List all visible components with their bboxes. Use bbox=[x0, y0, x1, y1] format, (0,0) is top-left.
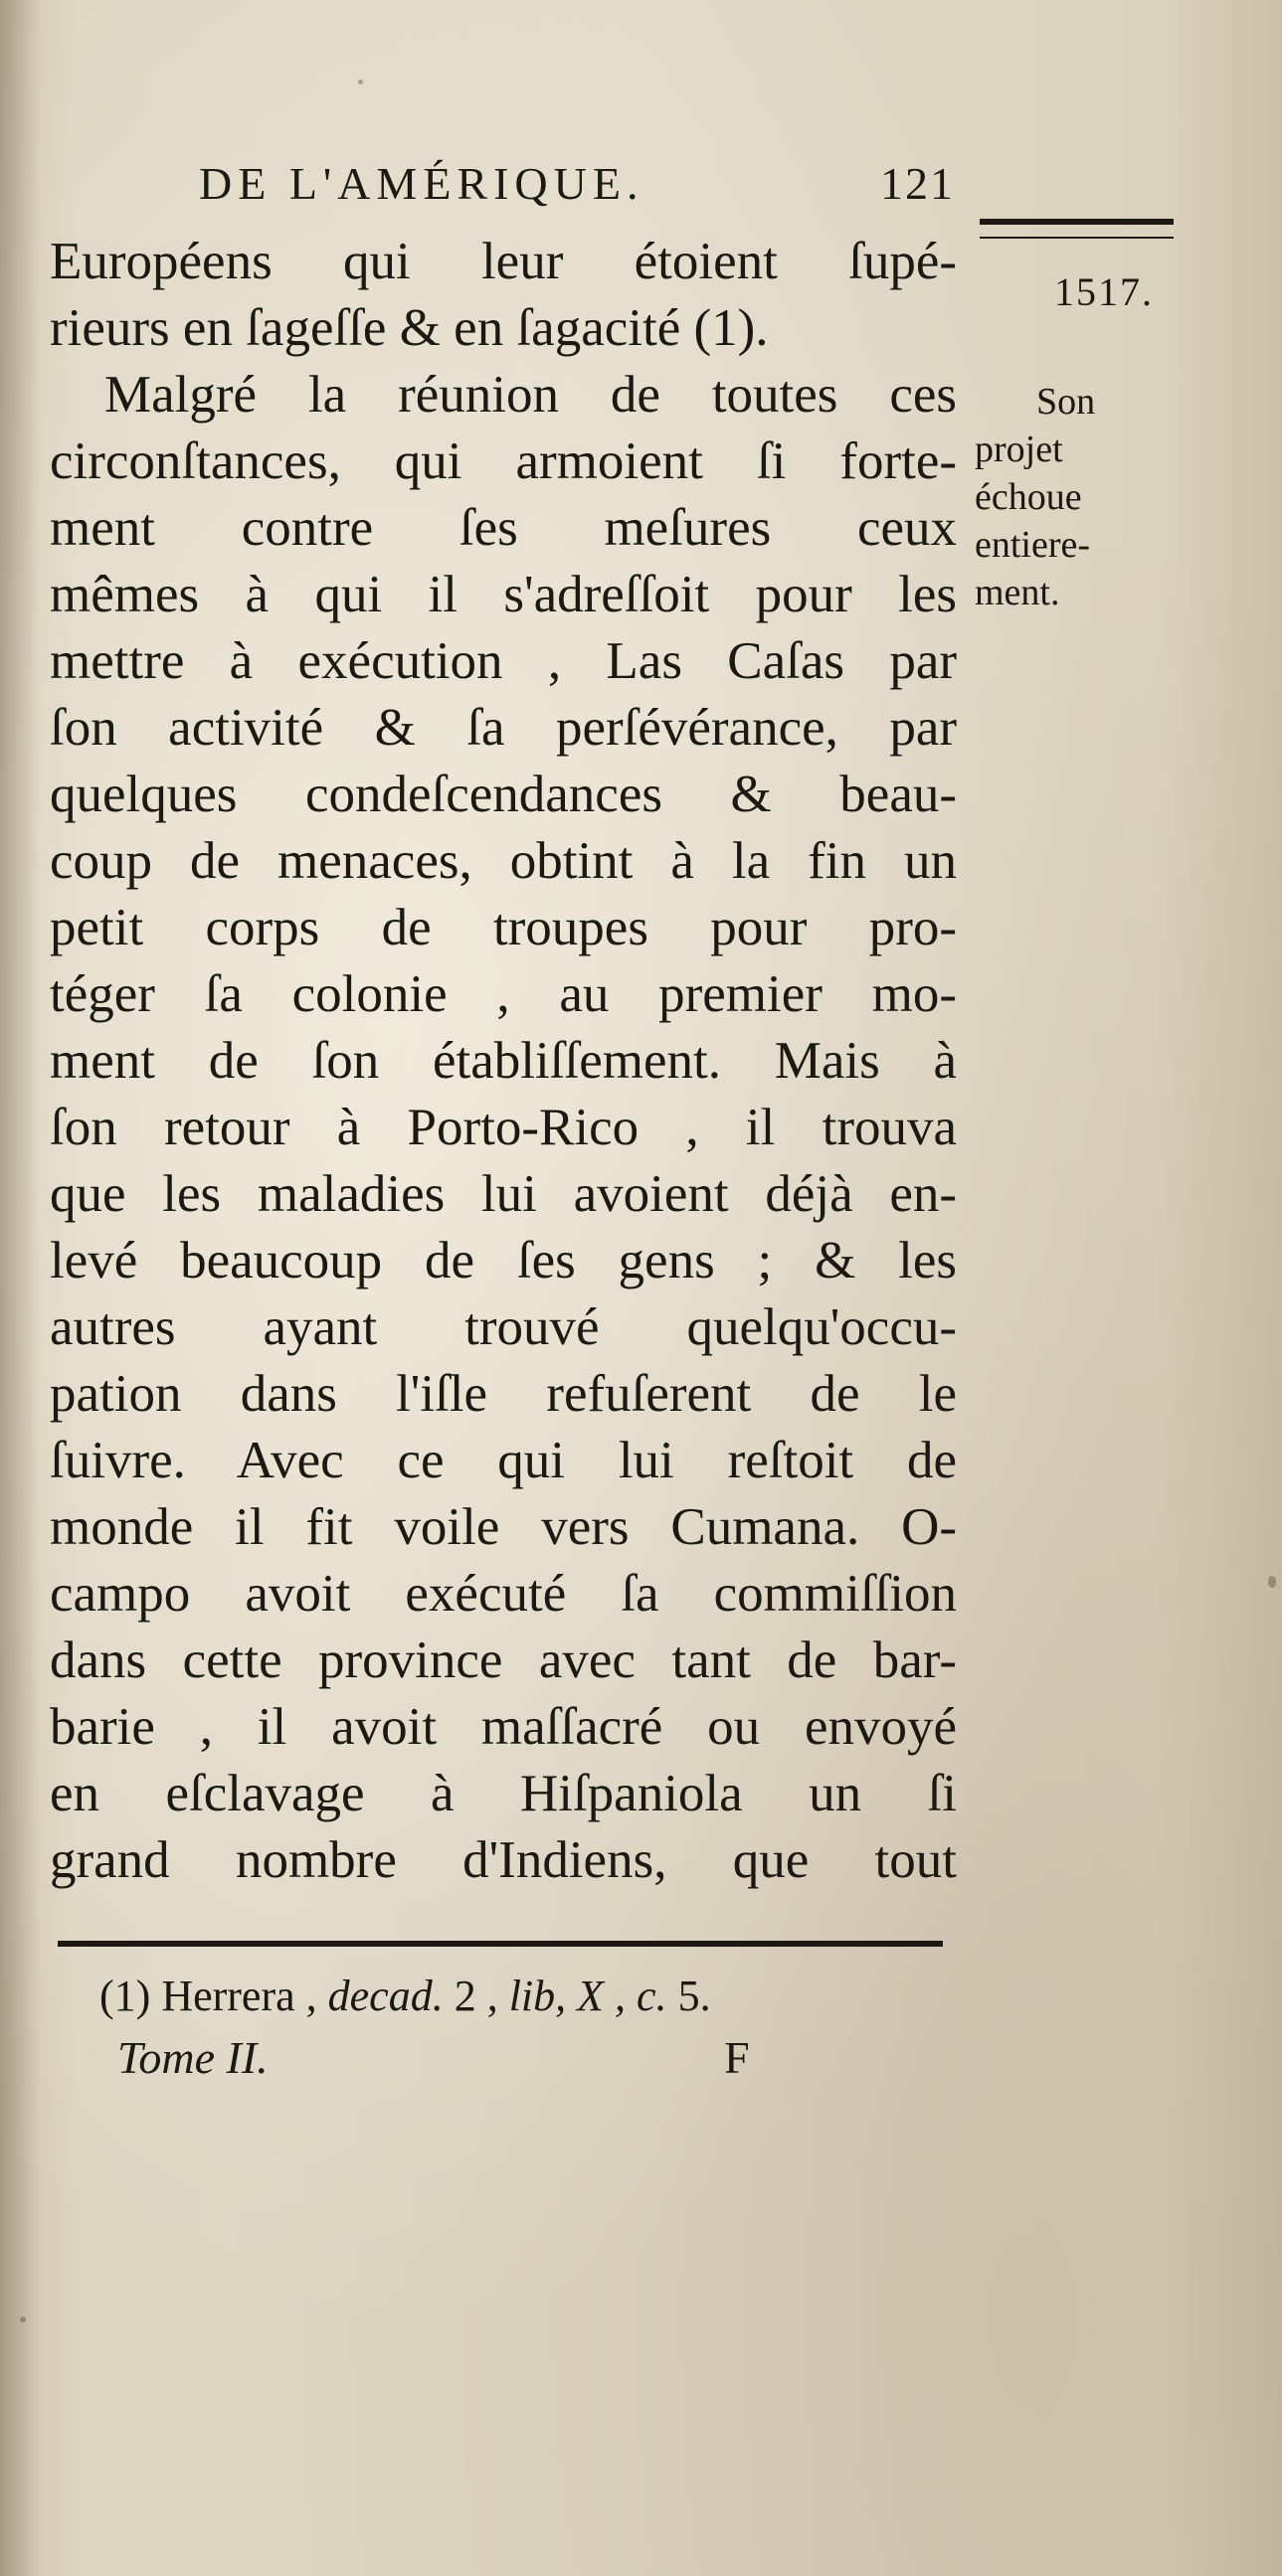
text-line: grand nombre d'Indiens, que tout bbox=[50, 1831, 957, 1889]
text-line: rieurs en ſageſſe & en ſagacité (1). bbox=[50, 299, 769, 357]
footnote bbox=[99, 1969, 955, 2024]
text-line: autres ayant trouvé quelqu'occu- bbox=[50, 1298, 957, 1356]
text-line: ment contre ſes meſures ceux bbox=[50, 499, 957, 557]
running-head bbox=[199, 149, 955, 219]
footnote-ref: lib, X , c. bbox=[508, 1972, 667, 2020]
page-number: 121 bbox=[880, 158, 955, 209]
text-line: ment de ſon établiſſement. Mais à bbox=[50, 1032, 957, 1090]
text-line: campo avoit exécuté ſa commiſſion bbox=[50, 1565, 957, 1623]
paper-speck bbox=[358, 80, 363, 85]
margin-note-line: Son bbox=[1036, 381, 1096, 423]
text-line: en eſclavage à Hiſpaniola un ſi bbox=[50, 1765, 957, 1822]
text-line: pation dans l'iſle refuſerent de le bbox=[50, 1365, 957, 1423]
margin-year: 1517. bbox=[1054, 269, 1154, 314]
text-line: dans cette province avec tant de bar- bbox=[50, 1631, 957, 1689]
text-line: mettre à exécution , Las Caſas par bbox=[50, 632, 957, 690]
text-line: barie , il avoit maſſacré ou envoyé bbox=[50, 1698, 957, 1756]
footnote-marker: (1) bbox=[99, 1972, 151, 2020]
text-line: mêmes à qui il s'adreſſoit pour les bbox=[50, 566, 957, 623]
text-line: coup de menaces, obtint à la fin un bbox=[50, 832, 957, 890]
margin-note-line: échoue bbox=[975, 476, 1082, 518]
text-line: levé beaucoup de ſes gens ; & les bbox=[50, 1232, 957, 1289]
footnote-ref: decad. bbox=[327, 1972, 444, 2020]
footnote-author: Herrera , bbox=[161, 1972, 317, 2020]
text-line: ſon activité & ſa perſévérance, par bbox=[50, 699, 957, 757]
body-text bbox=[50, 229, 957, 1894]
margin-note bbox=[975, 378, 1174, 616]
margin-rule-thin bbox=[980, 237, 1174, 239]
margin-note-line: ment. bbox=[975, 572, 1060, 613]
running-head-title: DE L'AMÉRIQUE. bbox=[199, 158, 644, 209]
text-line: quelques condeſcendances & beau- bbox=[50, 766, 957, 823]
text-line: circonſtances, qui armoient ſi forte- bbox=[50, 432, 957, 490]
text-line: Européens qui leur étoient ſupé- bbox=[50, 233, 957, 290]
footnote-rule bbox=[58, 1941, 943, 1947]
sheet-signature: F bbox=[724, 2032, 750, 2083]
text-line: téger ſa colonie , au premier mo- bbox=[50, 965, 957, 1023]
text-line: monde il fit voile vers Cumana. O- bbox=[50, 1498, 957, 1556]
margin-note-line: entiere- bbox=[975, 524, 1091, 566]
volume-label: Tome II. bbox=[117, 2032, 269, 2083]
text-line: Malgré la réunion de toutes ces bbox=[104, 366, 957, 424]
paper-speck bbox=[20, 2317, 26, 2322]
text-line: que les maladies lui avoient déjà en- bbox=[50, 1165, 957, 1223]
text-line: ſon retour à Porto-Rico , il trouva bbox=[50, 1099, 957, 1156]
footnote-ref: 2 , bbox=[454, 1972, 498, 2020]
signature-line bbox=[117, 2028, 814, 2088]
margin-note-line: projet bbox=[975, 429, 1063, 470]
gutter-shadow bbox=[0, 0, 40, 2576]
margin-rule-thick bbox=[980, 219, 1174, 225]
footnote-ref: 5. bbox=[677, 1972, 711, 2020]
text-line: ſuivre. Avec ce qui lui reſtoit de bbox=[50, 1432, 957, 1489]
text-line: petit corps de troupes pour pro- bbox=[50, 899, 957, 956]
paper-speck bbox=[1268, 1576, 1276, 1588]
